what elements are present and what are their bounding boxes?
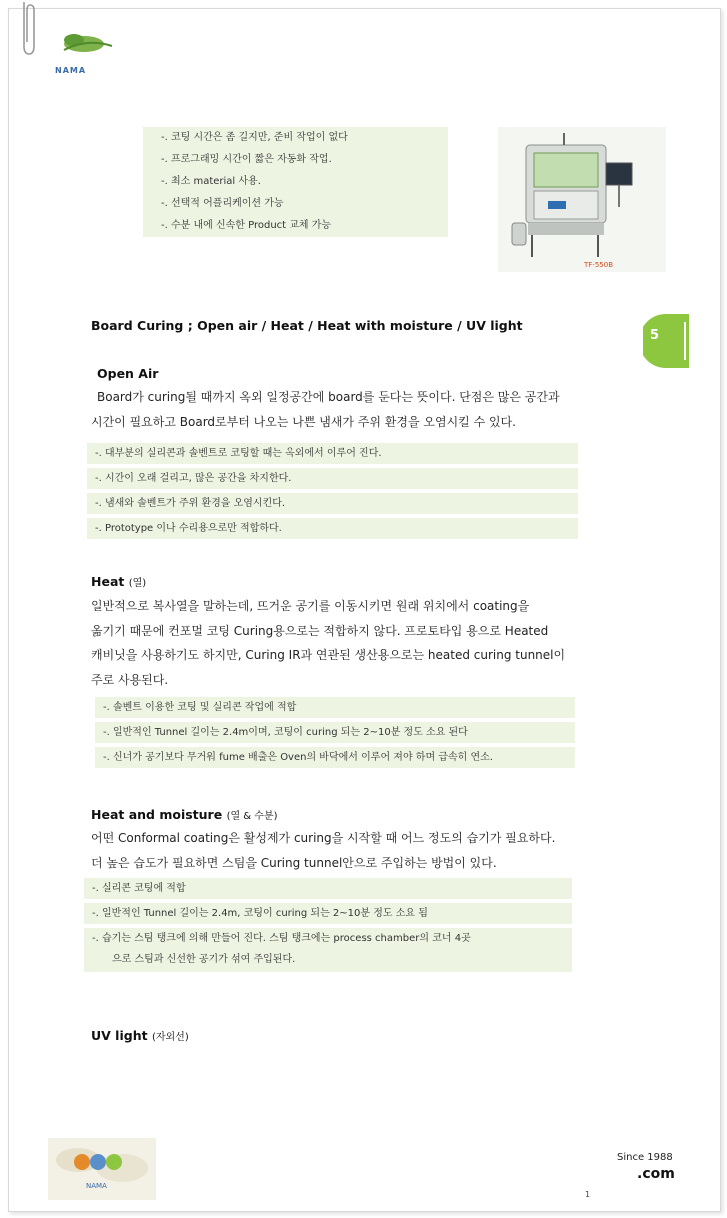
footer-logo-icon [48, 1138, 156, 1200]
list-item: -. 일반적인 Tunnel 길이는 2.4m, 코팅이 curing 되는 2~10분 정도 소요 됨 [84, 903, 572, 924]
list-item: -. 실리콘 코팅에 적합 [84, 878, 572, 899]
list-item: -. 일반적인 Tunnel 길이는 2.4m이며, 코팅이 curing 되는 2~10분 정도 소요 된다 [95, 722, 575, 743]
heat-title [91, 574, 146, 589]
moisture-title-text: Heat and moisture [91, 807, 223, 822]
feature-item: -. 프로그래밍 시간이 짧은 자동화 작업. [161, 154, 332, 165]
list-item [84, 928, 572, 972]
moisture-paragraph [91, 826, 591, 875]
text-line: 으로 스팀과 신선한 공기가 섞여 주입된다. [112, 954, 296, 965]
moisture-list [84, 878, 572, 976]
feature-item: -. 선택적 어플리케이션 가능 [161, 198, 284, 209]
paperclip-icon [16, 0, 38, 60]
text-line: 더 높은 습도가 필요하면 스팀을 Curing tunnel안으로 주입하는 방법이 있다. [91, 855, 497, 870]
moisture-title [91, 807, 278, 822]
feature-item: -. 수분 내에 신속한 Product 교체 가능 [161, 220, 332, 231]
text-line: 일반적으로 복사열을 말하는데, 뜨거운 공기를 이동시키면 원래 위치에서 coating을 [91, 599, 530, 613]
uv-title-sub: (자외선) [151, 1032, 189, 1043]
feature-item: -. 최소 material 사용. [161, 176, 261, 187]
machine-model-label: TF-550B [584, 261, 613, 269]
text-line: -. 습기는 스팀 탱크에 의해 만들어 진다. 스팀 탱크에는 process chamber의 코너 4곳 [92, 933, 471, 944]
text-line: 어떤 Conformal coating은 활성제가 curing을 시작할 때 어느 정도의 습기가 필요하다. [91, 831, 556, 845]
list-item: -. 냄새와 솔벤트가 주위 환경을 오염시킨다. [87, 493, 578, 514]
list-item: -. 대부분의 실리콘과 솔벤트로 코팅할 때는 옥외에서 이루어 진다. [87, 443, 578, 464]
list-item: -. Prototype 이나 수리용으로만 적합하다. [87, 518, 578, 539]
section-number: 5 [650, 328, 660, 343]
list-item: -. 시간이 오래 걸리고, 많은 공간을 차지한다. [87, 468, 578, 489]
text-line: 주로 사용된다. [91, 672, 169, 687]
domain-label: .com [637, 1166, 675, 1182]
text-line: 옮기기 때문에 컨포멀 코팅 Curing용으로는 적합하지 않다. 프로토타입 용으로 Heated [91, 623, 549, 638]
logo-text: NAMA [55, 66, 87, 75]
page-number: 1 [585, 1190, 591, 1199]
moisture-title-sub: (열 & 수분) [226, 811, 278, 822]
heat-title-text: Heat [91, 574, 125, 589]
feature-item: -. 코팅 시간은 좀 길지만, 준비 작업이 없다 [161, 132, 348, 143]
heat-paragraph [91, 594, 591, 692]
open-air-list [87, 443, 578, 543]
heat-list [95, 697, 575, 772]
open-air-title: Open Air [97, 366, 159, 381]
heat-title-sub: (열) [128, 578, 147, 589]
text-line: Board가 curing될 때까지 옥외 일정공간에 board를 둔다는 뜻이다. 단점은 많은 공간과 [97, 390, 560, 404]
uv-title [91, 1028, 189, 1043]
section-title: Board Curing ; Open air / Heat / Heat with moisture / UV light [91, 318, 523, 333]
since-label: Since 1988 [617, 1152, 673, 1163]
footer-logo-text: NAMA [86, 1182, 107, 1190]
open-air-paragraph [91, 385, 591, 434]
list-item: -. 신너가 공기보다 무거워 fume 배출은 Oven의 바닥에서 이루어 져야 하며 급속히 연소. [95, 747, 575, 768]
text-line: 캐비닛을 사용하기도 하지만, Curing IR과 연관된 생산용으로는 heated curing tunnel이 [91, 648, 566, 662]
text-line: 시간이 필요하고 Board로부터 나오는 나쁜 냄새가 주위 환경을 오염시킬 수 있다. [91, 414, 516, 429]
uv-title-text: UV light [91, 1028, 148, 1043]
coating-machine-icon [498, 127, 666, 272]
feature-list [143, 127, 448, 237]
list-item: -. 솔벤트 이용한 코팅 및 실리콘 작업에 적합 [95, 697, 575, 718]
